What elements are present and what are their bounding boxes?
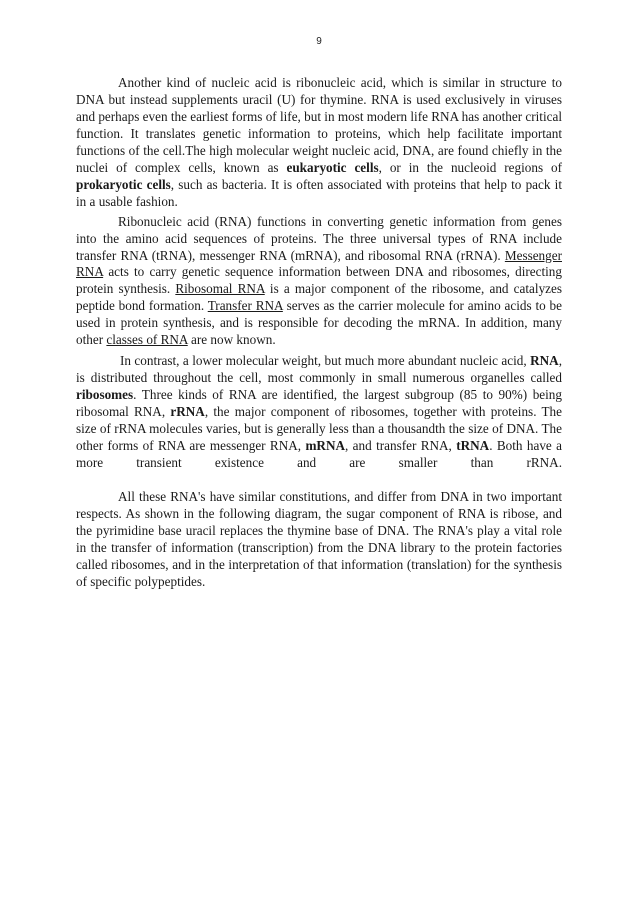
p1-text-1: Another kind of nucleic acid is ribonucleic acid, which is similar in structure to DNA but instead supplements uracil (U) for thymine. RNA is used exclusively in viruses and perhaps even the earliest forms of life, but in most modern life RNA has another critical function. It translates genetic information to proteins, which help facilitate important functions of the cell.The high molecular weight nucleic acid, DNA, are found chiefly in the nuclei of complex cells, known as — [76, 75, 562, 175]
link-transfer-rna[interactable]: Transfer RNA — [207, 298, 283, 314]
p3-text-3: . Three kinds of RNA are identified, the largest subgroup (85 to 90%) being ribosomal RNA, — [76, 387, 562, 420]
p2-text-2: acts to carry genetic sequence information between DNA and ribosomes, directing protein synthesis. — [76, 264, 562, 297]
page-number: 9 — [316, 36, 322, 47]
link-ribosomal-rna[interactable]: Ribosomal RNA — [175, 281, 265, 297]
p2-text-1: Ribonucleic acid (RNA) functions in converting genetic information from genes into the amino acid sequences of proteins. The three universal types of RNA include transfer RNA (tRNA), messenger RNA (mRNA), and ribosomal RNA (rRNA). — [76, 213, 562, 263]
p1-text-2: , or in the nucleoid regions of — [378, 159, 562, 175]
p2-text-4: serves as the carrier molecule for amino acids to be used in protein synthesis, and is responsible for decoding the mRNA. In addition, many other — [76, 298, 562, 348]
term-mrna: mRNA — [305, 438, 345, 454]
paragraph-rna-functions — [76, 214, 562, 350]
term-rrna: rRNA — [170, 404, 205, 420]
p3-text-5: , and transfer RNA, — [345, 438, 457, 454]
p3-text-1: In contrast, a lower molecular weight, but much more abundant nucleic acid, — [120, 353, 531, 369]
paragraph-ribonucleic-acid-intro — [76, 75, 562, 211]
p3-text-4: , the major component of ribosomes, together with proteins. The size of rRNA molecules varies, but is generally less than a thousandth the size of DNA. The other forms of RNA are messenger RNA, — [76, 404, 562, 454]
term-prokaryotic-cells: prokaryotic cells — [76, 176, 171, 192]
link-messenger-rna[interactable]: Messenger RNA — [76, 247, 562, 280]
p3-text-2: , is distributed throughout the cell, most commonly in small numerous organelles called — [76, 353, 562, 386]
paragraph-rna-kinds — [76, 353, 562, 472]
term-trna: tRNA — [456, 438, 490, 454]
p2-text-5: are now known. — [187, 332, 276, 348]
page-body — [76, 75, 562, 591]
term-rna: RNA — [530, 353, 559, 369]
link-classes-of-rna[interactable]: classes of RNA — [106, 332, 188, 348]
p2-text-3: is a major component of the ribosome, and catalyzes peptide bond formation. — [76, 281, 562, 314]
term-eukaryotic-cells: eukaryotic cells — [286, 159, 379, 175]
term-ribosomes: ribosomes — [76, 387, 134, 403]
p1-text-3: , such as bacteria. It is often associated with proteins that help to pack it in a usable fashion. — [76, 176, 562, 209]
paragraph-rna-vs-dna: All these RNA's have similar constitutions, and differ from DNA in two important respects. As shown in the following diagram, the sugar component of RNA is ribose, and the pyrimidine base uracil replaces the thymine base of DNA. The RNA's play a vital role in the transfer of information (transcription) from the DNA library to the protein factories called ribosomes, and in the interpretation of that information (translation) for the synthesis of specific polypeptides. — [76, 488, 562, 589]
p3-text-6: . Both have a more transient existence and are smaller than rRNA. — [76, 438, 562, 470]
